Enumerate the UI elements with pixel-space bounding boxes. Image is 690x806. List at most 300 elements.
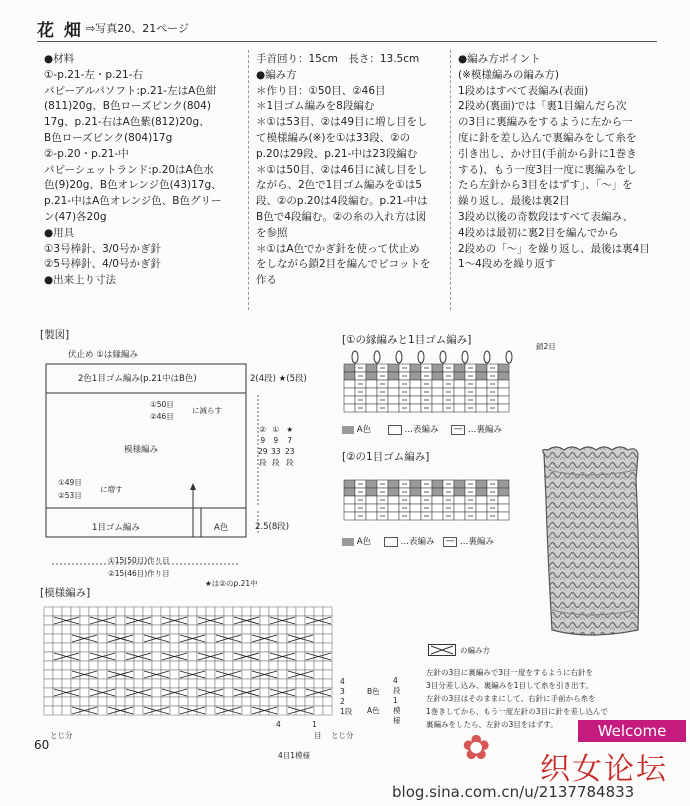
chart-cell (344, 512, 355, 520)
points-line: 繰り返し、最後は裏2目 (458, 195, 570, 208)
pattern-cell (179, 625, 188, 634)
chart-cell (454, 488, 465, 496)
rows-value: 段 (286, 458, 294, 467)
rows-value: 9 (260, 436, 266, 445)
forum-logo-mark: ✿ (462, 728, 491, 768)
points-line: (※模様編みの編み方) (458, 68, 559, 81)
pattern-cell (134, 607, 143, 616)
pattern-cell (197, 661, 206, 670)
repeat-note: 4目1模様 (278, 751, 311, 760)
color-a-label: A色 (214, 523, 229, 533)
stitch-4: 4 (276, 720, 281, 729)
pattern-cell (44, 670, 53, 679)
chart-cell (454, 364, 465, 372)
pattern-cell (143, 643, 152, 652)
decrease-2: ②46目 (150, 412, 174, 421)
pattern-cell (206, 679, 215, 688)
pattern-cell (125, 643, 134, 652)
pattern-cell (98, 697, 107, 706)
pattern-cell (260, 652, 269, 661)
pattern-cell (296, 697, 305, 706)
chart-cell (366, 480, 377, 488)
pattern-cell (98, 670, 107, 679)
pattern-cell (71, 661, 80, 670)
chart-cell (366, 372, 377, 380)
pattern-cell (98, 679, 107, 688)
pattern-cell (251, 661, 260, 670)
page-title: 花 畑 (37, 21, 83, 41)
repeat-label (393, 676, 401, 726)
chart-cell (344, 372, 355, 380)
pattern-cell (53, 625, 62, 634)
pattern-cell (242, 706, 251, 715)
materials-line: ①3号棒針、3/0号かぎ針 (44, 242, 161, 255)
pattern-cell (53, 643, 62, 652)
pattern-cell (161, 679, 170, 688)
pattern-cell (80, 652, 89, 661)
pattern-cell (323, 607, 332, 616)
pattern-cell (170, 607, 179, 616)
legend-a: A色 (356, 537, 372, 547)
pattern-cell (62, 634, 71, 643)
pattern-cell (107, 697, 116, 706)
pattern-cell (251, 625, 260, 634)
pattern-cell (89, 697, 98, 706)
pattern-cell (188, 607, 197, 616)
pattern-cell (179, 679, 188, 688)
pattern-cell (143, 679, 152, 688)
chart-cell (366, 364, 377, 372)
pattern-cell (188, 679, 197, 688)
pattern-cell (215, 679, 224, 688)
chart-cell (344, 488, 355, 496)
pattern-cell (152, 688, 161, 697)
chart-cell (476, 496, 487, 504)
pattern-cell (89, 679, 98, 688)
pattern-cell (278, 625, 287, 634)
color-b-label: B色 (367, 687, 380, 696)
pattern-cell (323, 634, 332, 643)
pattern-cell (206, 607, 215, 616)
chart-cell (410, 504, 421, 512)
chart-cell (366, 496, 377, 504)
chart-cell (498, 504, 509, 512)
picot-chain (418, 351, 424, 363)
pattern-cell (287, 661, 296, 670)
pattern-cell (323, 643, 332, 652)
pattern-cell (296, 607, 305, 616)
pattern-cell (206, 643, 215, 652)
rows-value: ★ (286, 425, 294, 434)
pattern-cell (44, 679, 53, 688)
pattern-cell (314, 661, 323, 670)
method-line: て模様編み(※)を①は33段、②の (256, 131, 411, 144)
picot-chain (374, 351, 380, 363)
pattern-cell (260, 697, 269, 706)
chart2-label: [②の1目ゴム編み] (342, 451, 430, 463)
chart-cell (476, 488, 487, 496)
pattern-cell (179, 643, 188, 652)
top-band-dim: 2(4段) ★(5段) (250, 374, 307, 384)
method-line: ＊①は53目、②は49目に増し目をし (256, 116, 428, 129)
pattern-cell (98, 634, 107, 643)
pattern-cell (233, 607, 242, 616)
pattern-cell (152, 616, 161, 625)
pattern-cell (269, 643, 278, 652)
chart-cell (476, 380, 487, 388)
pattern-cell (80, 625, 89, 634)
pattern-cell (170, 679, 179, 688)
chart-cell (454, 480, 465, 488)
chart-cell (476, 512, 487, 520)
pattern-cell (215, 643, 224, 652)
pattern-cell (143, 607, 152, 616)
pattern-cell (134, 661, 143, 670)
chart-cell (432, 372, 443, 380)
rib-dim: 2.5(8段) (255, 522, 290, 532)
pattern-cell (89, 661, 98, 670)
row-number: 2 (340, 697, 345, 706)
points-line: 引き出し、かけ目(手前から針に1巻き (458, 147, 637, 160)
pattern-cell (287, 607, 296, 616)
pattern-cell (71, 643, 80, 652)
chart-cell (454, 396, 465, 404)
pattern-cell (170, 670, 179, 679)
pattern-cell (80, 679, 89, 688)
seam-left: とじ分 (50, 731, 73, 740)
pattern-cell (260, 661, 269, 670)
chart-cell (432, 496, 443, 504)
pattern-cell (170, 643, 179, 652)
pattern-cell (242, 670, 251, 679)
pattern-cell (287, 697, 296, 706)
pattern-cell (116, 688, 125, 697)
pattern-cell (233, 643, 242, 652)
pattern-cell (224, 679, 233, 688)
pattern-cell (305, 679, 314, 688)
pattern-cell (44, 616, 53, 625)
repeat-char: 段 (393, 686, 401, 695)
rows-value: 段 (272, 458, 280, 467)
materials-line: 色(9)20g、B色オレンジ色(43)17g、 (44, 179, 222, 192)
chart-cell (344, 396, 355, 404)
pattern-cell (305, 607, 314, 616)
pattern-cell (215, 661, 224, 670)
chart-cell (388, 364, 399, 372)
points-line: 度に針を差し込んで裏編みをして糸を (458, 131, 637, 144)
materials-line: パピーアルパソフト:p.21-左はA色紺 (44, 84, 217, 97)
pattern-cell (98, 607, 107, 616)
chart-cell (366, 404, 377, 412)
chart-cell (388, 512, 399, 520)
pattern-cell (197, 607, 206, 616)
pattern-cell (152, 661, 161, 670)
pattern-cell (125, 661, 134, 670)
pattern-cell (161, 643, 170, 652)
chart-cell (454, 496, 465, 504)
howto-line: 3目分差し込み、裏編みを1目して糸を引き出す。 (426, 681, 593, 690)
chart-cell (476, 504, 487, 512)
pattern-cell (188, 652, 197, 661)
chart-cell (476, 388, 487, 396)
pattern-cell (44, 607, 53, 616)
decrease-1: ①50目 (150, 400, 174, 409)
pattern-cell (71, 697, 80, 706)
pattern-cell (62, 643, 71, 652)
chart-cell (454, 380, 465, 388)
chart-cell (476, 364, 487, 372)
howto-title: の編み方 (460, 646, 490, 655)
forum-name: 织女论坛 (540, 752, 668, 787)
pattern-cell (116, 697, 125, 706)
pattern-cell (314, 625, 323, 634)
method-line: 段、②のp.20は4段編む。p.21-中は (256, 195, 428, 208)
pattern-cell (98, 706, 107, 715)
increase-2: ②53目 (58, 491, 82, 500)
method-line: ＊①はA色でかぎ針を使って伏止め (256, 242, 420, 255)
materials-line: B色ローズピンク(804)17g (44, 131, 173, 144)
pattern-cell (224, 652, 233, 661)
chart-cell (432, 512, 443, 520)
points-line: 2段めの「〜」を繰り返し、最後は裏4目 (458, 242, 650, 255)
picot-chain (506, 351, 512, 363)
chart-cell (498, 512, 509, 520)
materials-line: (811)20g、B色ローズピンク(804) (44, 100, 211, 113)
color-a-label: A色 (367, 706, 380, 715)
pattern-cell (62, 679, 71, 688)
chart-cell (388, 480, 399, 488)
chart1-label: [①の縁編みと1目ゴム編み] (342, 334, 472, 346)
rows-value: ② (259, 425, 267, 434)
pattern-cell (188, 616, 197, 625)
pattern-cell (296, 679, 305, 688)
chart2-legend: A色 …表編み — …裏編み (342, 535, 494, 547)
mitt-illustration (530, 440, 660, 645)
pattern-cell (80, 607, 89, 616)
materials-line: パピーシェットランド:p.20はA色水 (44, 163, 214, 176)
chart-cell (366, 488, 377, 496)
pattern-cell (53, 679, 62, 688)
pattern-cell (224, 688, 233, 697)
pattern-cell (188, 643, 197, 652)
pattern-cell (206, 697, 215, 706)
chart-cell (432, 364, 443, 372)
materials-line: ●用具 (44, 226, 75, 239)
pattern-cell (62, 670, 71, 679)
legend-knit: …表編み (404, 425, 439, 435)
rib-chart (342, 478, 522, 528)
chart-cell (388, 504, 399, 512)
pattern-cell (98, 661, 107, 670)
pattern-cell (53, 607, 62, 616)
header-rule (37, 41, 657, 42)
repeat-char: 4 (393, 676, 398, 685)
edge-rib-chart (342, 350, 522, 418)
picot-chain (462, 351, 468, 363)
pattern-cell (134, 625, 143, 634)
chart-cell (344, 388, 355, 396)
row-number: 4 (340, 677, 345, 686)
pattern-cell (62, 625, 71, 634)
rib-label: 1目ゴム編み (92, 523, 140, 533)
pattern-cell (161, 697, 170, 706)
pattern-cell (242, 643, 251, 652)
chart-cell (498, 480, 509, 488)
pattern-cell (197, 625, 206, 634)
pattern-cell (206, 625, 215, 634)
pattern-cell (107, 661, 116, 670)
draft-diagram (40, 355, 280, 585)
decrease-label: に減らす (192, 406, 222, 415)
body-pattern-label: 模様編み (124, 445, 159, 455)
pattern-cell (251, 643, 260, 652)
pattern-cell (116, 661, 125, 670)
chart-cell (432, 504, 443, 512)
stitch-unit: 目 (314, 731, 322, 740)
pattern-cell (260, 643, 269, 652)
pattern-cell (197, 643, 206, 652)
chart-cell (432, 380, 443, 388)
chain-label: 鎖2目 (536, 342, 556, 351)
points-line: 1〜4段めを繰り返す (458, 258, 556, 271)
pattern-cell (152, 697, 161, 706)
pattern-cell (323, 625, 332, 634)
pattern-cell (134, 670, 143, 679)
pattern-cell (206, 634, 215, 643)
pattern-cell (305, 625, 314, 634)
rows-value: 9 (273, 436, 279, 445)
chart-cell (388, 372, 399, 380)
chart-cell (432, 480, 443, 488)
pattern-cell (134, 634, 143, 643)
pattern-cell (152, 679, 161, 688)
points-line: 4段めは最初に裏2目を編んでから (458, 226, 619, 239)
pattern-cell (305, 643, 314, 652)
picot-chain (396, 351, 402, 363)
pattern-cell (287, 643, 296, 652)
method-line: 手首回り：15cm 長さ：13.5cm (256, 53, 420, 65)
repeat-char: 様 (393, 716, 401, 725)
points-line: たら左針から3目をはずす」、「〜」を (458, 179, 633, 192)
pattern-cell (269, 607, 278, 616)
chart-cell (432, 396, 443, 404)
chart-cell (498, 404, 509, 412)
chart-cell (410, 488, 421, 496)
pattern-cell (53, 634, 62, 643)
chart-cell (344, 380, 355, 388)
pattern-cell (314, 697, 323, 706)
pattern-cell (125, 607, 134, 616)
pattern-cell (215, 697, 224, 706)
pattern-cell (296, 625, 305, 634)
pattern-cell (107, 679, 116, 688)
method-line: ＊作り目：①50目、②46目 (256, 84, 386, 97)
pattern-cell (323, 670, 332, 679)
pattern-cell (107, 625, 116, 634)
pattern-cell (206, 670, 215, 679)
method-line: を参照 (256, 226, 288, 239)
chart-cell (498, 388, 509, 396)
stitch-1: 1 (312, 720, 317, 729)
pattern-cell (296, 688, 305, 697)
pattern-cell (98, 625, 107, 634)
chart-cell (344, 496, 355, 504)
pattern-cell (278, 643, 287, 652)
pattern-cell (296, 652, 305, 661)
materials-line: 17g、p.21-右はA色紫(812)20g、 (44, 116, 210, 129)
pattern-cell (170, 697, 179, 706)
pattern-cell (278, 670, 287, 679)
pattern-cell (179, 607, 188, 616)
pattern-cell (161, 661, 170, 670)
chart-cell (498, 372, 509, 380)
chart-cell (498, 496, 509, 504)
cross-stitch-symbol (428, 644, 456, 656)
pattern-cell (242, 679, 251, 688)
pattern-label: [模様編み] (40, 587, 91, 599)
pattern-cell (62, 607, 71, 616)
chart-cell (410, 380, 421, 388)
legend-purl: …裏編み (467, 425, 502, 435)
points-line: 2段め(裏面)では「裏1目編んだら次 (458, 100, 627, 113)
materials-line: ②-p.20・p.21-中 (44, 147, 129, 160)
pattern-cell (278, 679, 287, 688)
pattern-cell (62, 706, 71, 715)
howto-line: 裏編みをしたら、左針の3目をはずす。 (426, 720, 558, 729)
picot-chain (440, 351, 446, 363)
pattern-cell (116, 643, 125, 652)
pattern-cell (314, 607, 323, 616)
pattern-cell (89, 643, 98, 652)
pattern-cell (170, 634, 179, 643)
pattern-cell (224, 625, 233, 634)
rows-value: ① (272, 425, 280, 434)
pattern-cell (251, 607, 260, 616)
pattern-cell (314, 706, 323, 715)
pattern-cell (269, 679, 278, 688)
pattern-cell (134, 697, 143, 706)
chart-cell (432, 404, 443, 412)
materials-column (44, 52, 222, 289)
pattern-cell (62, 697, 71, 706)
pattern-cell (296, 643, 305, 652)
chart-cell (410, 364, 421, 372)
pattern-cell (80, 616, 89, 625)
rows-col-star (285, 424, 295, 468)
points-line: の3目に裏編みをするように左から一 (458, 116, 633, 129)
pattern-cell (269, 625, 278, 634)
chart-cell (366, 380, 377, 388)
chart-cell (476, 404, 487, 412)
pattern-cell (251, 697, 260, 706)
page-number: 60 (34, 738, 50, 752)
pattern-cell (206, 706, 215, 715)
legend-a: A色 (356, 425, 372, 435)
pattern-cell (233, 661, 242, 670)
chart1-legend: A色 …表編み — …裏編み (342, 423, 502, 435)
pattern-cell (62, 661, 71, 670)
pattern-cell (197, 679, 206, 688)
pattern-cell (287, 625, 296, 634)
pattern-cell (233, 625, 242, 634)
chart-cell (344, 364, 355, 372)
materials-line: ●出来上り寸法 (44, 274, 117, 287)
pattern-cell (224, 661, 233, 670)
method-column (256, 52, 430, 289)
top-band-label: 2色1目ゴム編み(p.21中はB色) (78, 374, 197, 384)
cast-on-2: ②15(46目)作り目 (108, 569, 170, 578)
chart-cell (410, 388, 421, 396)
